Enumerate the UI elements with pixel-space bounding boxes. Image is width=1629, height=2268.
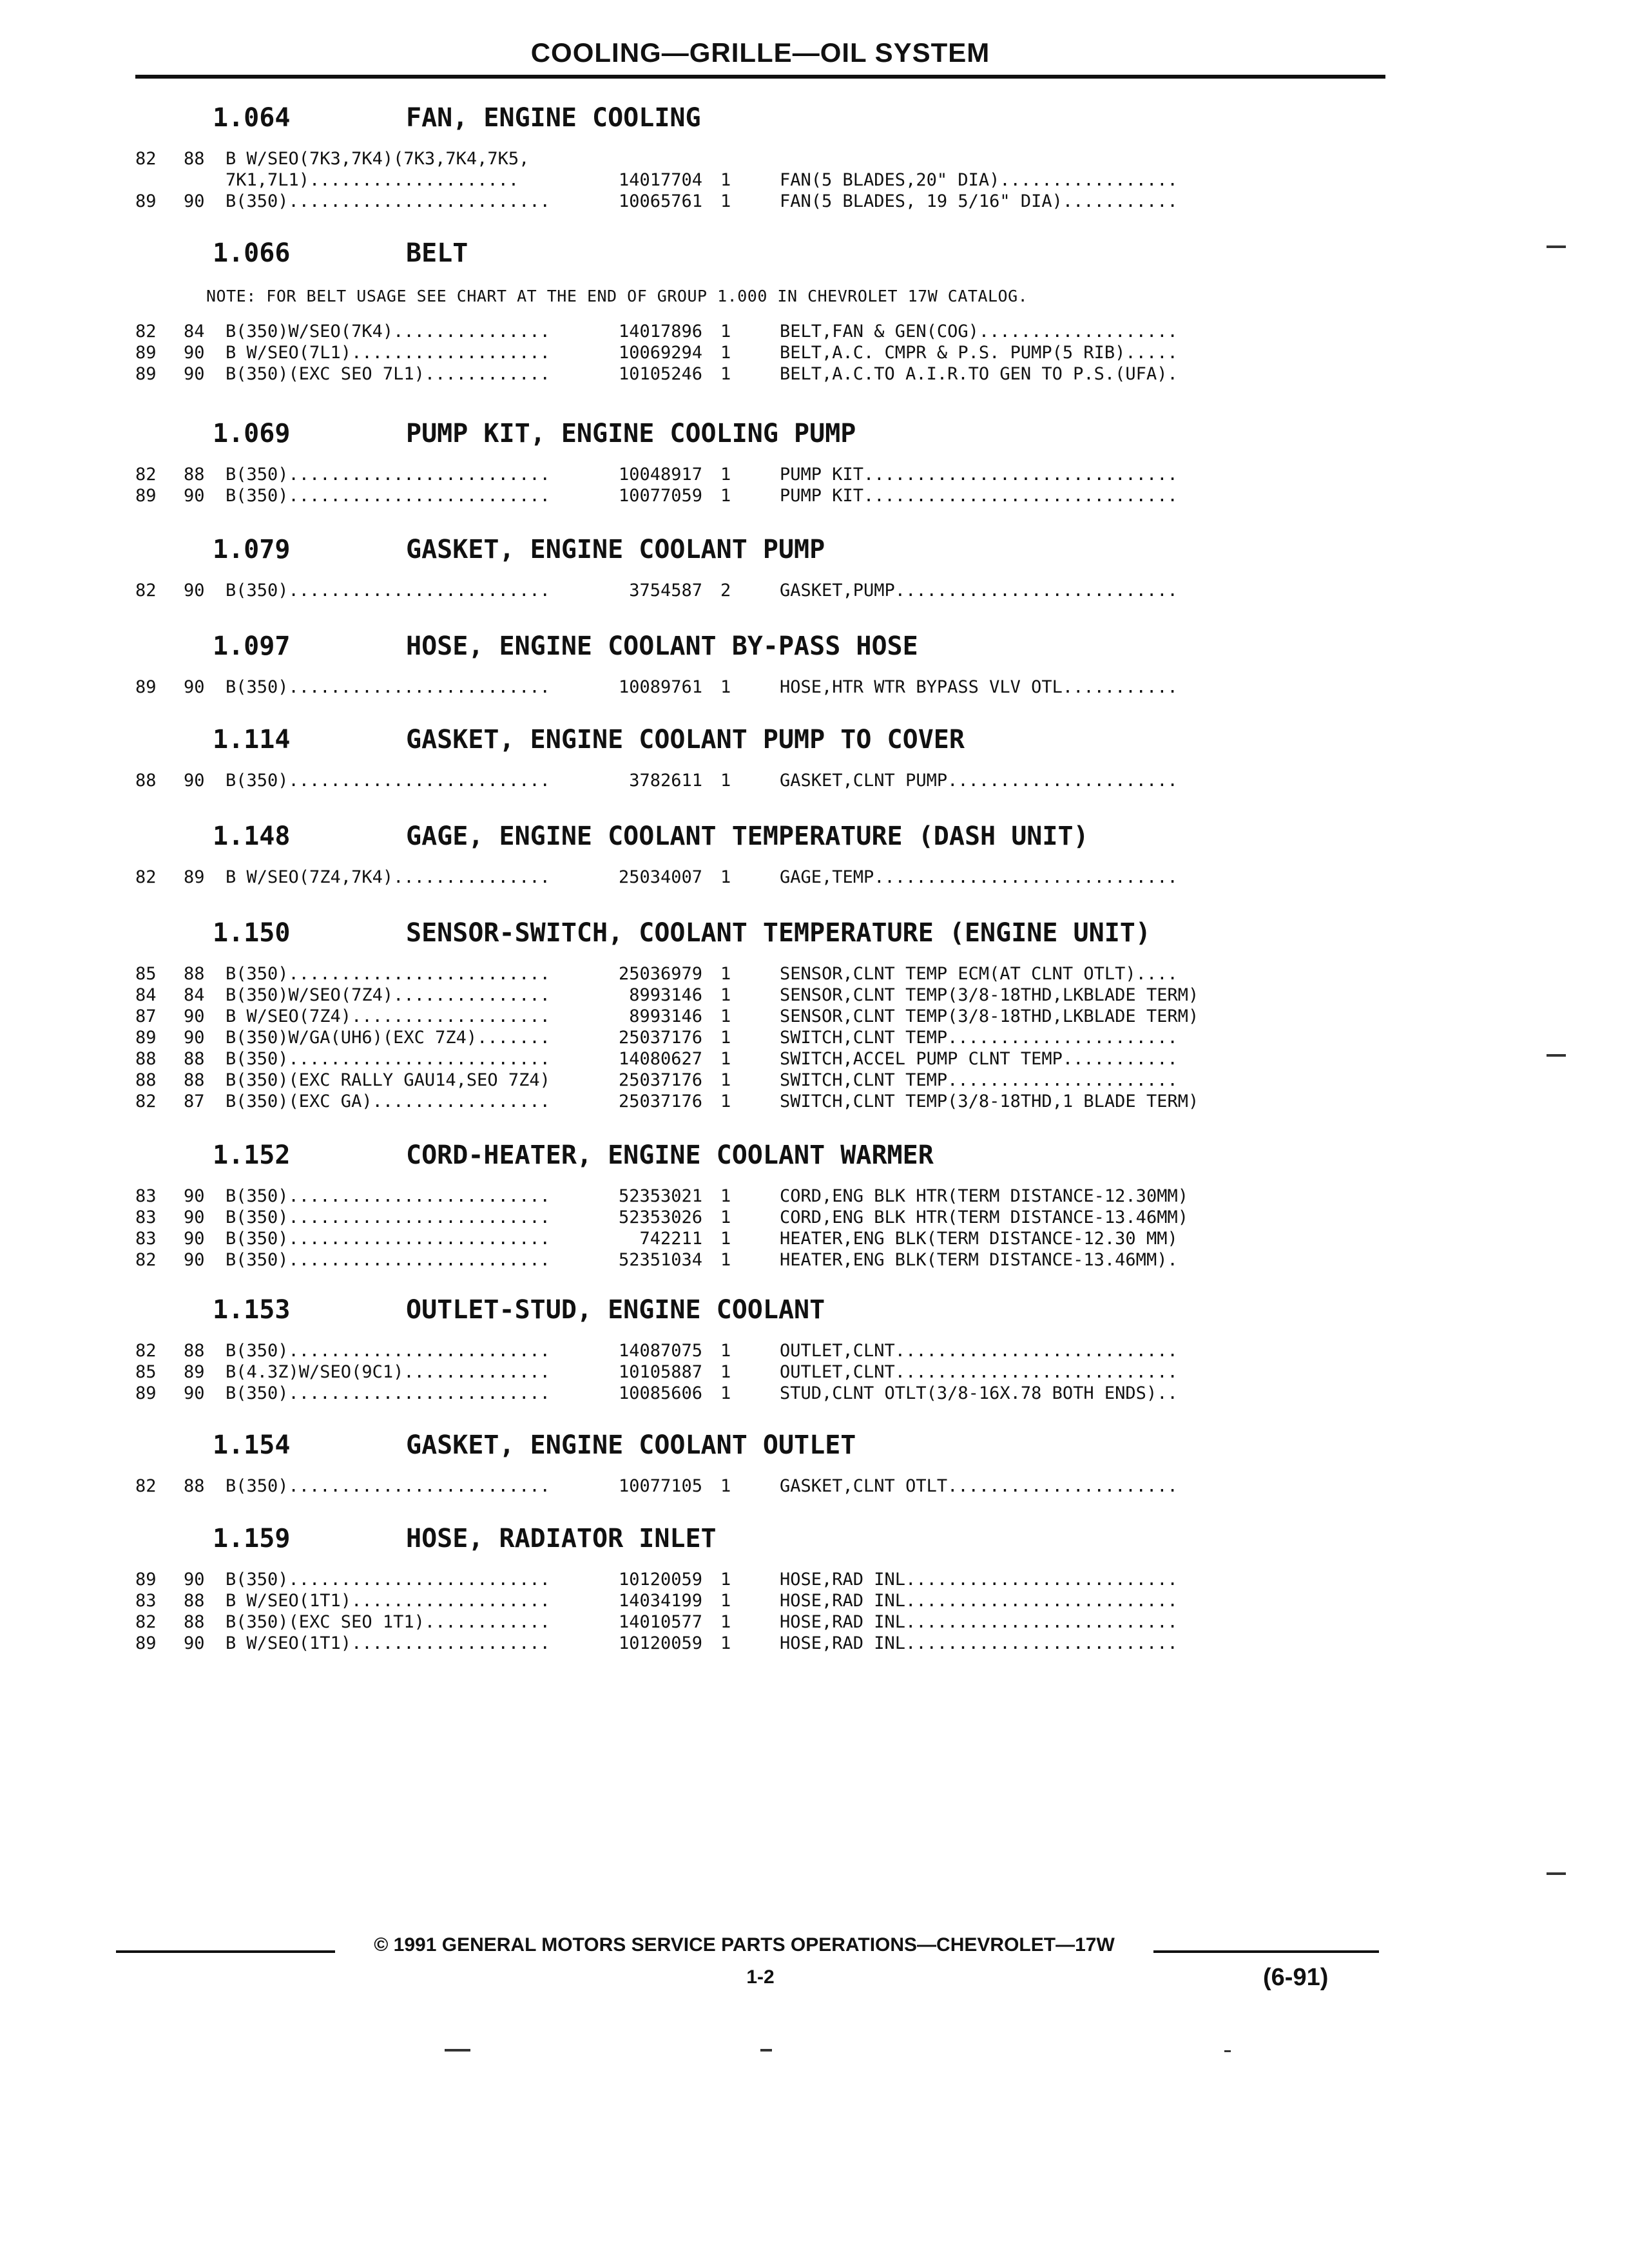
year-from: 85: [135, 1362, 157, 1382]
section-heading: [213, 103, 701, 133]
section-title: SENSOR-SWITCH, COOLANT TEMPERATURE (ENGINE UNIT): [406, 918, 1151, 948]
year-to: 84: [184, 985, 205, 1005]
year-from: 83: [135, 1207, 157, 1227]
part-number: 8993146: [629, 985, 702, 1005]
section-heading: [213, 1430, 856, 1460]
table-row: [0, 580, 1629, 602]
part-number: 14034199: [618, 1591, 702, 1611]
year-from: 88: [135, 1070, 157, 1090]
application: B(350).........................: [226, 1476, 550, 1496]
section-title: FAN, ENGINE COOLING: [406, 103, 701, 133]
year-from: 89: [135, 1570, 157, 1590]
year-to: 88: [184, 1341, 205, 1361]
part-number: 14080627: [618, 1049, 702, 1069]
year-from: 83: [135, 1591, 157, 1611]
part-description: SENSOR,CLNT TEMP(3/8-18THD,LKBLADE TERM): [780, 985, 1199, 1005]
table-row: [0, 677, 1629, 698]
table-row: [0, 1006, 1629, 1028]
part-number: 10089761: [618, 677, 702, 697]
section-heading: [213, 238, 468, 268]
year-to: 90: [184, 1250, 205, 1270]
part-number: 8993146: [629, 1006, 702, 1026]
quantity: 1: [720, 1028, 731, 1048]
application: B W/SEO(7L1)...................: [226, 343, 550, 363]
year-to: 89: [184, 867, 205, 887]
application: B(350)W/SEO(7K4)...............: [226, 322, 550, 341]
application: B(350)(EXC SEO 7L1)............: [226, 364, 550, 384]
section-heading: [213, 535, 825, 564]
year-to: 90: [184, 1570, 205, 1590]
header-rule: [135, 75, 1385, 79]
year-to: 88: [184, 1049, 205, 1069]
quantity: 1: [720, 771, 731, 791]
year-to: 88: [184, 149, 205, 169]
quantity: 1: [720, 867, 731, 887]
quantity: 2: [720, 581, 731, 601]
application: B(350).........................: [226, 1570, 550, 1590]
table-row: [0, 770, 1629, 792]
year-from: 88: [135, 1049, 157, 1069]
year-from: 82: [135, 149, 157, 169]
part-number: 10077105: [618, 1476, 702, 1496]
footer-rule-right: [1153, 1950, 1379, 1953]
section-title: GASKET, ENGINE COOLANT PUMP: [406, 535, 825, 564]
quantity: 1: [720, 1341, 731, 1361]
section-title: PUMP KIT, ENGINE COOLING PUMP: [406, 419, 856, 448]
quantity: 1: [720, 1591, 731, 1611]
year-from: 89: [135, 486, 157, 506]
table-row: [0, 169, 1629, 191]
revision-date: (6-91): [1263, 1964, 1329, 1991]
part-description: SWITCH,CLNT TEMP(3/8-18THD,1 BLADE TERM): [780, 1091, 1199, 1111]
part-description: PUMP KIT..............................: [780, 486, 1178, 506]
year-from: 88: [135, 771, 157, 791]
section-heading: [213, 1524, 717, 1553]
part-number: 25034007: [618, 867, 702, 887]
year-to: 90: [184, 1229, 205, 1249]
table-row: [0, 1186, 1629, 1207]
quantity: 1: [720, 191, 731, 211]
section-number: 1.150: [213, 918, 291, 948]
part-number: 10105887: [618, 1362, 702, 1382]
part-description: HOSE,RAD INL..........................: [780, 1591, 1178, 1611]
table-row: [0, 1091, 1629, 1113]
part-number: 3754587: [629, 581, 702, 601]
year-to: 87: [184, 1091, 205, 1111]
year-to: 88: [184, 1070, 205, 1090]
footer-copyright: © 1991 GENERAL MOTORS SERVICE PARTS OPERATIONS—CHEVROLET—17W: [374, 1934, 1115, 1956]
part-description: BELT,A.C. CMPR & P.S. PUMP(5 RIB).....: [780, 343, 1178, 363]
quantity: 1: [720, 322, 731, 341]
year-to: 90: [184, 364, 205, 384]
year-to: 90: [184, 1383, 205, 1403]
quantity: 1: [720, 1476, 731, 1496]
table-row: [0, 1361, 1629, 1383]
year-to: 88: [184, 964, 205, 984]
year-to: 90: [184, 581, 205, 601]
application: B(350)W/GA(UH6)(EXC 7Z4).......: [226, 1028, 550, 1048]
quantity: 1: [720, 1362, 731, 1382]
table-row: [0, 985, 1629, 1006]
part-number: 52353021: [618, 1186, 702, 1206]
application: B W/SEO(7Z4)...................: [226, 1006, 550, 1026]
part-description: FAN(5 BLADES,20" DIA).................: [780, 170, 1178, 190]
table-row: [0, 1569, 1629, 1591]
year-from: 89: [135, 1028, 157, 1048]
section-heading: [213, 631, 918, 661]
year-to: 90: [184, 486, 205, 506]
quantity: 1: [720, 170, 731, 190]
part-number: 25036979: [618, 964, 702, 984]
section-heading: [213, 419, 856, 448]
application: B(350).........................: [226, 1186, 550, 1206]
application: B(350)W/SEO(7Z4)...............: [226, 985, 550, 1005]
year-from: 82: [135, 322, 157, 341]
section-number: 1.148: [213, 822, 291, 851]
quantity: 1: [720, 1612, 731, 1632]
year-from: 89: [135, 1633, 157, 1653]
section-heading: [213, 725, 965, 754]
year-from: 83: [135, 1229, 157, 1249]
year-from: 82: [135, 1476, 157, 1496]
quantity: 1: [720, 1207, 731, 1227]
scan-margin-mark: [1547, 1054, 1566, 1057]
page-title: COOLING—GRILLE—OIL SYSTEM: [530, 37, 990, 68]
part-number: 10120059: [618, 1633, 702, 1653]
part-number: 14017896: [618, 322, 702, 341]
application: B(350).........................: [226, 581, 550, 601]
part-description: HOSE,RAD INL..........................: [780, 1612, 1178, 1632]
quantity: 1: [720, 1091, 731, 1111]
quantity: 1: [720, 1070, 731, 1090]
year-from: 89: [135, 364, 157, 384]
year-from: 82: [135, 581, 157, 601]
part-description: FAN(5 BLADES, 19 5/16" DIA)...........: [780, 191, 1178, 211]
scan-margin-mark: [760, 2049, 772, 2052]
table-row: [0, 464, 1629, 486]
part-number: 10077059: [618, 486, 702, 506]
application: B(350).........................: [226, 1250, 550, 1270]
year-from: 82: [135, 1612, 157, 1632]
application: B(350)(EXC GA).................: [226, 1091, 550, 1111]
table-row: [0, 1340, 1629, 1362]
year-from: 87: [135, 1006, 157, 1026]
quantity: 1: [720, 1049, 731, 1069]
application: B(350).........................: [226, 1049, 550, 1069]
section-heading: [213, 1140, 934, 1170]
part-number: 10065761: [618, 191, 702, 211]
part-description: OUTLET,CLNT...........................: [780, 1362, 1178, 1382]
table-row: [0, 363, 1629, 385]
quantity: 1: [720, 964, 731, 984]
part-number: 10085606: [618, 1383, 702, 1403]
section-number: 1.114: [213, 725, 291, 754]
part-description: PUMP KIT..............................: [780, 465, 1178, 485]
part-number: 52351034: [618, 1250, 702, 1270]
part-description: CORD,ENG BLK HTR(TERM DISTANCE-13.46MM): [780, 1207, 1188, 1227]
year-to: 90: [184, 1186, 205, 1206]
table-row: [0, 1475, 1629, 1497]
application: B(350).........................: [226, 1383, 550, 1403]
part-description: CORD,ENG BLK HTR(TERM DISTANCE-12.30MM): [780, 1186, 1188, 1206]
year-to: 84: [184, 322, 205, 341]
year-from: 82: [135, 1091, 157, 1111]
table-row: [0, 148, 1629, 170]
quantity: 1: [720, 486, 731, 506]
year-to: 90: [184, 343, 205, 363]
table-row: [0, 1228, 1629, 1250]
year-from: 82: [135, 1341, 157, 1361]
table-row: [0, 342, 1629, 364]
section-number: 1.097: [213, 631, 291, 661]
part-number: 742211: [639, 1229, 702, 1249]
part-description: HOSE,RAD INL..........................: [780, 1570, 1178, 1590]
scan-margin-mark: [1224, 2050, 1231, 2052]
application: B W/SEO(1T1)...................: [226, 1591, 550, 1611]
section-number: 1.154: [213, 1430, 291, 1460]
section-title: HOSE, ENGINE COOLANT BY-PASS HOSE: [406, 631, 918, 661]
part-description: SENSOR,CLNT TEMP(3/8-18THD,LKBLADE TERM): [780, 1006, 1199, 1026]
part-description: HEATER,ENG BLK(TERM DISTANCE-12.30 MM): [780, 1229, 1178, 1249]
table-row: [0, 1249, 1629, 1271]
quantity: 1: [720, 465, 731, 485]
section-number: 1.069: [213, 419, 291, 448]
table-row: [0, 867, 1629, 889]
quantity: 1: [720, 1229, 731, 1249]
part-description: GASKET,CLNT OTLT......................: [780, 1476, 1178, 1496]
year-to: 88: [184, 1591, 205, 1611]
table-row: [0, 1633, 1629, 1655]
quantity: 1: [720, 985, 731, 1005]
year-from: 82: [135, 465, 157, 485]
quantity: 1: [720, 1006, 731, 1026]
year-from: 85: [135, 964, 157, 984]
table-row: [0, 1611, 1629, 1633]
year-from: 82: [135, 867, 157, 887]
part-number: 52353026: [618, 1207, 702, 1227]
year-from: 83: [135, 1186, 157, 1206]
part-description: GAGE,TEMP.............................: [780, 867, 1178, 887]
year-to: 89: [184, 1362, 205, 1382]
part-description: HOSE,HTR WTR BYPASS VLV OTL...........: [780, 677, 1178, 697]
year-to: 90: [184, 191, 205, 211]
part-description: SWITCH,CLNT TEMP......................: [780, 1028, 1178, 1048]
application: B W/SEO(7Z4,7K4)...............: [226, 867, 550, 887]
part-description: GASKET,CLNT PUMP......................: [780, 771, 1178, 791]
part-description: SWITCH,CLNT TEMP......................: [780, 1070, 1178, 1090]
application: B(350).........................: [226, 677, 550, 697]
application: B(350).........................: [226, 1207, 550, 1227]
application: B W/SEO(7K3,7K4)(7K3,7K4,7K5,: [226, 149, 530, 169]
section-title: GAGE, ENGINE COOLANT TEMPERATURE (DASH UNIT): [406, 822, 1089, 851]
part-number: 10069294: [618, 343, 702, 363]
table-row: [0, 191, 1629, 213]
section-number: 1.079: [213, 535, 291, 564]
application: B(350).........................: [226, 964, 550, 984]
application: B W/SEO(1T1)...................: [226, 1633, 550, 1653]
part-number: 10105246: [618, 364, 702, 384]
scan-margin-mark: [445, 2049, 470, 2052]
year-from: 89: [135, 343, 157, 363]
quantity: 1: [720, 1383, 731, 1403]
table-row: [0, 1027, 1629, 1049]
year-to: 90: [184, 771, 205, 791]
part-description: HOSE,RAD INL..........................: [780, 1633, 1178, 1653]
table-row: [0, 1590, 1629, 1612]
section-heading: [213, 1295, 825, 1325]
part-description: GASKET,PUMP...........................: [780, 581, 1178, 601]
application: B(350).........................: [226, 771, 550, 791]
application: B(350).........................: [226, 1229, 550, 1249]
application: B(350)(EXC SEO 1T1)............: [226, 1612, 550, 1632]
part-number: 25037176: [618, 1091, 702, 1111]
section-title: BELT: [406, 238, 468, 268]
table-row: [0, 1207, 1629, 1229]
part-number: 25037176: [618, 1070, 702, 1090]
section-title: OUTLET-STUD, ENGINE COOLANT: [406, 1295, 825, 1325]
year-to: 88: [184, 465, 205, 485]
part-number: 10048917: [618, 465, 702, 485]
table-row: [0, 485, 1629, 507]
section-number: 1.152: [213, 1140, 291, 1170]
part-description: OUTLET,CLNT...........................: [780, 1341, 1178, 1361]
application: 7K1,7L1)....................: [226, 170, 519, 190]
section-number: 1.066: [213, 238, 291, 268]
table-row: [0, 1383, 1629, 1405]
part-description: HEATER,ENG BLK(TERM DISTANCE-13.46MM).: [780, 1250, 1178, 1270]
part-description: SWITCH,ACCEL PUMP CLNT TEMP...........: [780, 1049, 1178, 1069]
year-to: 88: [184, 1612, 205, 1632]
part-number: 14087075: [618, 1341, 702, 1361]
part-description: BELT,A.C.TO A.I.R.TO GEN TO P.S.(UFA).: [780, 364, 1178, 384]
quantity: 1: [720, 1633, 731, 1653]
table-row: [0, 1048, 1629, 1070]
year-from: 82: [135, 1250, 157, 1270]
part-number: 25037176: [618, 1028, 702, 1048]
section-number: 1.159: [213, 1524, 291, 1553]
section-note: NOTE: FOR BELT USAGE SEE CHART AT THE END OF GROUP 1.000 IN CHEVROLET 17W CATALOG.: [206, 287, 1028, 305]
section-number: 1.153: [213, 1295, 291, 1325]
year-to: 90: [184, 677, 205, 697]
part-description: SENSOR,CLNT TEMP ECM(AT CLNT OTLT)....: [780, 964, 1178, 984]
section-title: GASKET, ENGINE COOLANT PUMP TO COVER: [406, 725, 965, 754]
part-number: 14017704: [618, 170, 702, 190]
quantity: 1: [720, 1186, 731, 1206]
year-to: 90: [184, 1633, 205, 1653]
part-description: STUD,CLNT OTLT(3/8-16X.78 BOTH ENDS)..: [780, 1383, 1178, 1403]
section-title: HOSE, RADIATOR INLET: [406, 1524, 717, 1553]
scan-margin-mark: [1547, 245, 1566, 248]
part-number: 3782611: [629, 771, 702, 791]
section-title: CORD-HEATER, ENGINE COOLANT WARMER: [406, 1140, 934, 1170]
application: B(350)(EXC RALLY GAU14,SEO 7Z4): [226, 1070, 550, 1090]
quantity: 1: [720, 677, 731, 697]
year-to: 90: [184, 1207, 205, 1227]
scan-margin-mark: [1547, 1872, 1566, 1875]
year-to: 90: [184, 1006, 205, 1026]
year-from: 89: [135, 677, 157, 697]
year-to: 88: [184, 1476, 205, 1496]
application: B(350).........................: [226, 191, 550, 211]
section-heading: [213, 918, 1151, 948]
footer-rule-left: [116, 1950, 335, 1953]
application: B(350).........................: [226, 1341, 550, 1361]
year-from: 89: [135, 191, 157, 211]
quantity: 1: [720, 343, 731, 363]
part-number: 10120059: [618, 1570, 702, 1590]
application: B(350).........................: [226, 486, 550, 506]
year-to: 90: [184, 1028, 205, 1048]
table-row: [0, 321, 1629, 343]
part-description: BELT,FAN & GEN(COG)...................: [780, 322, 1178, 341]
section-number: 1.064: [213, 103, 291, 133]
page-number: 1-2: [746, 1966, 775, 1988]
application: B(350).........................: [226, 465, 550, 485]
table-row: [0, 1070, 1629, 1091]
quantity: 1: [720, 1250, 731, 1270]
year-from: 89: [135, 1383, 157, 1403]
table-row: [0, 963, 1629, 985]
section-title: GASKET, ENGINE COOLANT OUTLET: [406, 1430, 856, 1460]
quantity: 1: [720, 1570, 731, 1590]
year-from: 84: [135, 985, 157, 1005]
part-number: 14010577: [618, 1612, 702, 1632]
application: B(4.3Z)W/SEO(9C1)..............: [226, 1362, 550, 1382]
section-heading: [213, 822, 1089, 851]
quantity: 1: [720, 364, 731, 384]
